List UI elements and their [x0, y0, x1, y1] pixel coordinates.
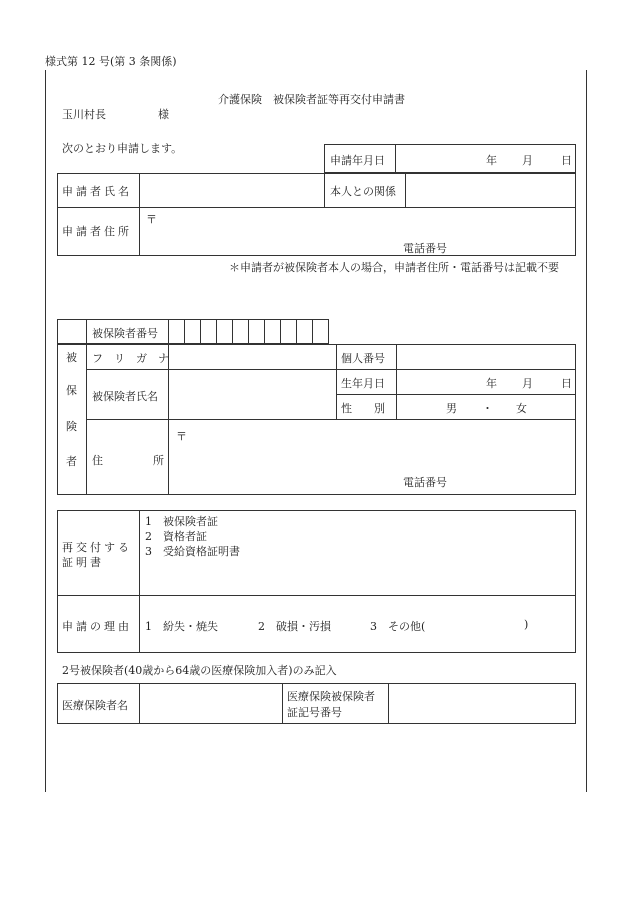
application-date-field[interactable] — [400, 147, 480, 169]
insured-side-label-4: 者 — [66, 455, 77, 468]
insurer-name-label: 医療保険者名 — [62, 699, 128, 712]
applicant-note: ＊申請者が被保険者本人の場合，申請者住所・電話番号は記載不要 — [229, 261, 559, 274]
insured-number-field[interactable] — [170, 321, 327, 342]
divider — [57, 207, 576, 208]
personal-number-field[interactable] — [398, 346, 574, 367]
divider — [139, 173, 140, 256]
date-month-unit: 月 — [522, 154, 533, 167]
insurance-cert-label-1: 医療保険被保険者 — [287, 690, 375, 703]
insurer-name-field[interactable] — [142, 686, 278, 721]
divider — [282, 683, 283, 724]
divider — [405, 173, 406, 207]
reason-label: 申請の理由 — [62, 620, 132, 633]
reason-option-3[interactable]: 3 その他( — [370, 620, 426, 633]
reason-option-1[interactable]: 1 紛失・焼失 — [145, 620, 218, 633]
insured-name-label: 被保険者氏名 — [92, 390, 158, 403]
insured-phone-label: 電話番号 — [403, 476, 447, 489]
applicant-phone-label: 電話番号 — [403, 242, 447, 255]
insured-number-label: 被保険者番号 — [92, 327, 158, 340]
divider — [336, 344, 337, 419]
birth-day-unit: 日 — [561, 377, 572, 390]
insurance-cert-number-field[interactable] — [391, 686, 572, 721]
date-day-unit: 日 — [561, 154, 572, 167]
form-number: 様式第 12 号(第 3 条関係) — [45, 55, 177, 68]
applicant-name-label: 申請者氏名 — [62, 185, 132, 198]
sex-separator: ・ — [482, 402, 493, 415]
personal-number-label: 個人番号 — [341, 352, 385, 365]
divider — [86, 369, 576, 370]
birth-date-label: 生年月日 — [341, 377, 385, 390]
honorific: 様 — [158, 108, 169, 121]
divider — [388, 683, 389, 724]
insured-address-label-2: 所 — [153, 454, 164, 467]
divider — [139, 510, 140, 653]
birth-year-unit: 年 — [486, 377, 497, 390]
divider — [396, 344, 397, 419]
applicant-name-field[interactable] — [142, 176, 320, 204]
insurance-cert-label-2: 証記号番号 — [287, 706, 342, 719]
divider — [324, 173, 325, 207]
sex-label: 性 別 — [341, 402, 385, 415]
insured-side-label-2: 保 — [66, 384, 77, 397]
reissue-label-line1: 再交付する — [62, 541, 132, 554]
divider — [168, 319, 169, 344]
divider — [86, 419, 576, 420]
sex-female-option[interactable]: 女 — [516, 402, 527, 415]
reason-option-2[interactable]: 2 破損・汚損 — [258, 620, 331, 633]
relation-label: 本人との関係 — [330, 185, 396, 198]
relation-field[interactable] — [408, 176, 572, 204]
applicant-address-label: 申請者住所 — [62, 225, 132, 238]
frame-left-border — [45, 70, 46, 792]
medical-note: 2号被保険者(40歳から64歳の医療保険加入者)のみ記入 — [62, 664, 337, 677]
insured-name-field[interactable] — [170, 371, 334, 417]
application-date-label: 申請年月日 — [330, 154, 385, 167]
insured-side-label-3: 険 — [66, 420, 77, 433]
divider — [139, 683, 140, 724]
insured-address-label-1: 住 — [92, 454, 103, 467]
reason-other-field[interactable] — [436, 612, 520, 636]
birth-month-unit: 月 — [522, 377, 533, 390]
insured-side-label-1: 被 — [66, 351, 77, 364]
postal-mark: 〒 — [146, 213, 157, 226]
divider — [395, 144, 396, 173]
insured-postal-mark: 〒 — [176, 430, 187, 443]
reason-close-paren: ) — [524, 618, 529, 631]
page-title: 介護保険 被保険者証等再交付申請書 — [218, 93, 405, 106]
applicant-address-field[interactable] — [160, 211, 570, 251]
reissue-label-line2: 証明書 — [62, 556, 104, 569]
sex-male-option[interactable]: 男 — [446, 402, 457, 415]
frame-right-border — [586, 70, 587, 792]
furigana-field[interactable] — [170, 346, 334, 367]
reissue-option-1[interactable]: 1 被保険者証 — [145, 515, 218, 528]
divider — [57, 595, 576, 596]
reissue-option-2[interactable]: 2 資格者証 — [145, 530, 207, 543]
intro-text: 次のとおり申請します。 — [62, 142, 183, 155]
divider — [336, 394, 576, 395]
divider — [86, 319, 87, 344]
insured-address-field[interactable] — [190, 424, 570, 490]
date-year-unit: 年 — [486, 154, 497, 167]
birth-date-field[interactable] — [400, 371, 480, 392]
reissue-option-3[interactable]: 3 受給資格証明書 — [145, 545, 240, 558]
furigana-label: フ リ ガ ナ — [92, 352, 169, 365]
addressee: 玉川村長 — [62, 108, 106, 121]
